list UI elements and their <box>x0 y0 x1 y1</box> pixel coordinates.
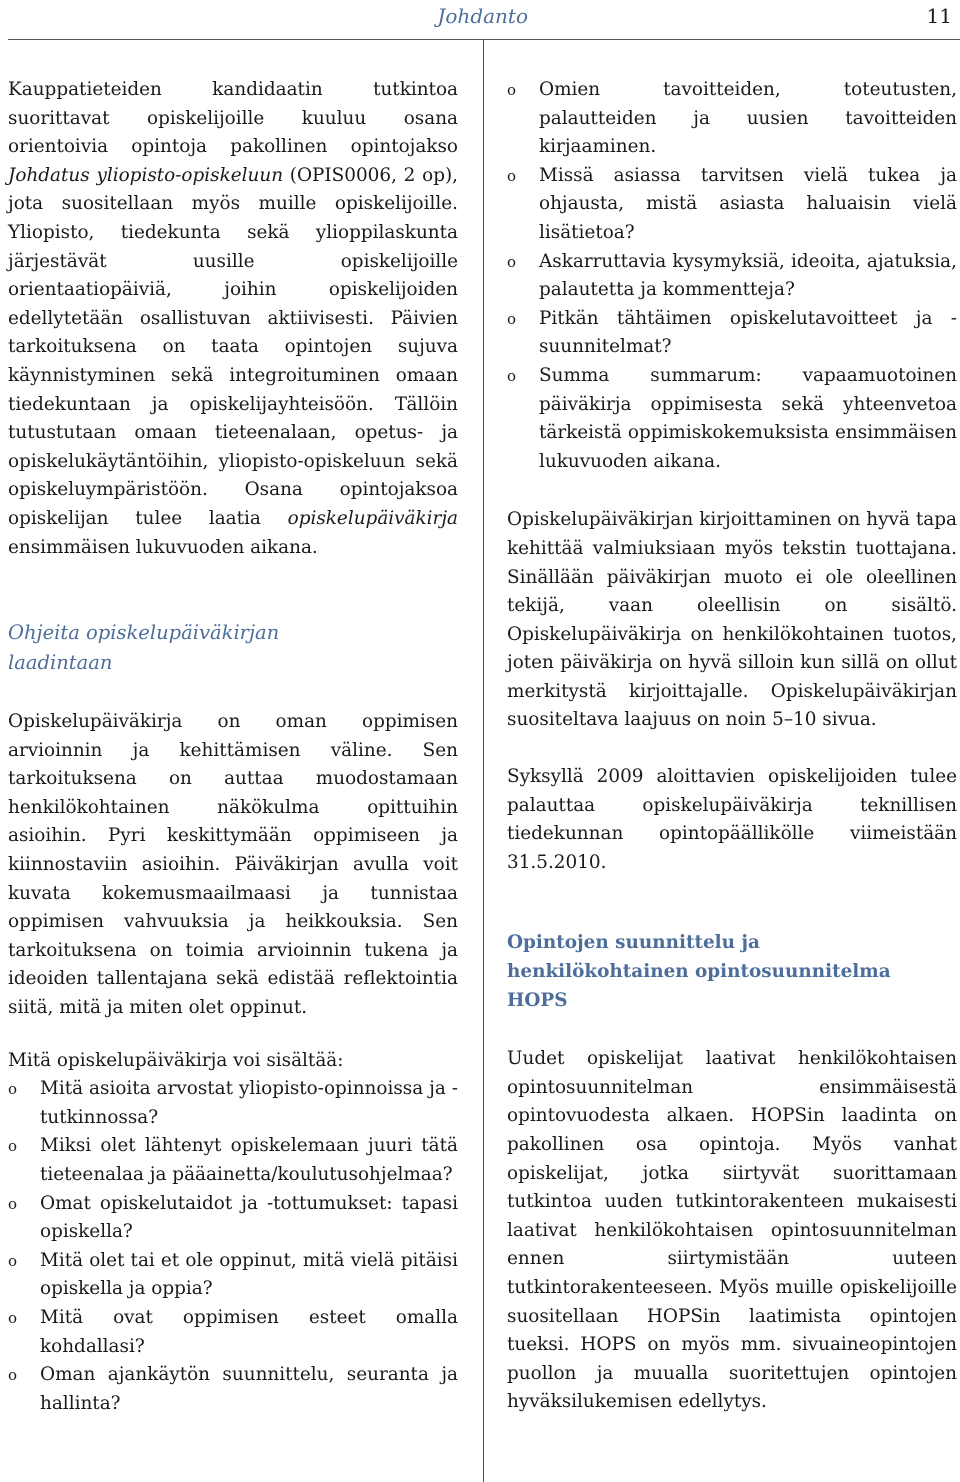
list-item: o Miksi olet lähtenyt opiskelemaan juuri tätä tieteenalaa ja pääainetta/koulutusohjelmaa? <box>8 1132 458 1189</box>
bullet-icon: o <box>507 309 517 328</box>
diary-content-list <box>8 1075 458 1418</box>
list-item: o Oman ajankäytön suunnittelu, seuranta ja hallinta? <box>8 1361 458 1418</box>
hops-paragraph: Uudet opiskelijat laativat henkilökohtaisen opintosuunnitelman ensimmäisestä opintovuodesta alkaen. HOPSin laadinta on pakollinen osa opintoja. Myös vanhat opiskelijat, jotka siirtyvät suorittamaan tutkintoa uuden tutkintorakenteen mukaisesti laativat henkilökohtaisen opintosuunnitelman ennen siirtymistään uuteen tutkintorakenteeseen. Myös muille opiskelijoille suositellaan HOPSin laatimista opintojen tueksi. HOPS on myös mm. sivuaineopintojen puollon ja muualla suoritettujen opintojen hyväksilukemisen edellytys. <box>507 1048 957 1413</box>
list-item: o Mitä ovat oppimisen esteet omalla kohdallasi? <box>8 1304 458 1361</box>
left-column <box>8 76 458 1418</box>
bullet-icon: o <box>8 1194 18 1213</box>
diary-content-list-continued <box>507 76 957 476</box>
right-column <box>507 76 957 1417</box>
course-name: Johdatus yliopisto-opiskeluun <box>8 164 284 186</box>
list-item: o Pitkän tähtäimen opiskelutavoitteet ja -suunnitelmat? <box>507 305 957 362</box>
running-title: Johdanto <box>437 4 528 28</box>
bullet-icon: o <box>507 252 517 271</box>
list-intro: Mitä opiskelupäiväkirja voi sisältää: <box>8 1049 344 1071</box>
list-item: o Summa summarum: vapaamuotoinen päiväkirja oppimisesta sekä yhteenvetoa tärkeistä oppimiskokemuksista ensimmäisen lukuvuoden aikana. <box>507 362 957 476</box>
bullet-icon: o <box>8 1080 18 1099</box>
page-number: 11 <box>926 4 952 28</box>
bullet-icon: o <box>507 81 517 99</box>
list-item: o Omat opiskelutaidot ja -tottumukset: tapasi opiskella? <box>8 1190 458 1247</box>
bullet-icon: o <box>8 1137 18 1156</box>
intro-paragraph: Kauppatieteiden kandidaatin tutkintoa suorittavat opiskelijoille kuuluu osana orientoivia opintoja pakollinen opintojakso Johdatus yliopisto-opiskeluun (OPIS0006, 2 op), jota suositellaan myös muille opiskelijoille. Yliopisto, tiedekunta sekä ylioppilaskunta järjestävät uusille opiskelijoille orientaatiopäiviä, joihin opiskelijoiden edellytetään osallistuvan aktiivisesti. Päivien tarkoituksena on taata opintojen sujuva käynnistyminen sekä integroituminen omaan tiedekuntaan ja opiskelijayhteisöön. Tällöin tutustutaan omaan tieteenalaan, opetus- ja opiskelukäytäntöihin, yliopisto-opiskeluun sekä opiskeluympäristöön. Osana opintojaksoa opiskelijan tulee laatia opiskelupäiväkirja ensimmäisen lukuvuoden aikana. <box>8 79 458 558</box>
bullet-icon: o <box>507 366 517 385</box>
page-header <box>0 0 960 40</box>
list-item: o Mitä olet tai et ole oppinut, mitä vielä pitäisi opiskella ja oppia? <box>8 1247 458 1304</box>
list-item: o Omien tavoitteiden, toteutusten, palautteiden ja uusien tavoitteiden kirjaaminen. <box>507 76 957 162</box>
deadline-paragraph: Syksyllä 2009 aloittavien opiskelijoiden tulee palauttaa opiskelupäiväkirja teknillisen tiedekunnan opintopäällikölle viimeistään 31.5.2010. <box>507 766 957 873</box>
writing-paragraph: Opiskelupäiväkirjan kirjoittaminen on hyvä tapa kehittää valmiuksiaan myös tekstin tuottajana. Sinällään päiväkirjan muoto ei ole oleellinen tekijä, vaan oleellisin on sisältö. Opiskelupäiväkirja on henkilökohtainen tuotos, joten päiväkirja on hyvä silloin kun sillä on ollut merkitystä kirjoittajalle. Opiskelupäiväkirjan suositeltava laajuus on noin 5–10 sivua. <box>507 509 957 731</box>
list-item: o Missä asiassa tarvitsen vielä tukea ja ohjausta, mistä asiasta haluaisin vielä lisätietoa? <box>507 162 957 248</box>
list-item: o Mitä asioita arvostat yliopisto-opinnoissa ja -tutkinnossa? <box>8 1075 458 1132</box>
bullet-icon: o <box>8 1308 18 1327</box>
section-heading-hops: Opintojen suunnittelu ja henkilökohtainen opintosuunnitelma HOPS <box>507 932 891 1011</box>
bullet-icon: o <box>8 1251 18 1270</box>
list-item: o Askarruttavia kysymyksiä, ideoita, ajatuksia, palautetta ja kommentteja? <box>507 248 957 305</box>
header-rule <box>8 39 960 40</box>
bullet-icon: o <box>507 166 517 185</box>
column-divider <box>483 40 484 1482</box>
section-heading-diary: Ohjeita opiskelupäiväkirjan laadintaan <box>8 621 280 675</box>
diary-paragraph: Opiskelupäiväkirja on oman oppimisen arvioinnin ja kehittämisen väline. Sen tarkoituksena on auttaa muodostamaan henkilökohtainen näkökulma opittuihin asioihin. Pyri keskittymään oppimiseen ja kiinnostaviin asioihin. Päiväkirjan avulla voit kuvata kokemusmaailmaasi ja tunnistaa oppimisen vahvuuksia ja heikkouksia. Sen tarkoituksena on toimia arvioinnin tukena ja ideoiden tallentajana sekä edistää reflektointia siitä, mitä ja miten olet oppinut. <box>8 711 458 1019</box>
diary-term: opiskelupäiväkirja <box>287 507 458 529</box>
bullet-icon: o <box>8 1366 18 1385</box>
